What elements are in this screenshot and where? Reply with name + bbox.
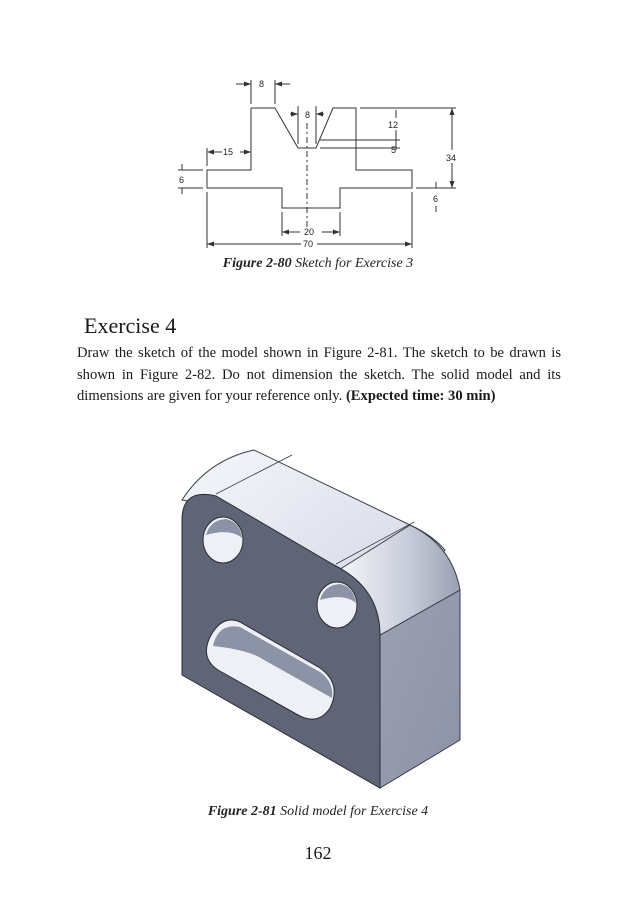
figure-2-81-caption	[0, 804, 636, 820]
page-number: 162	[304, 843, 332, 863]
exercise-paragraph	[77, 343, 561, 408]
sketch-profile	[207, 108, 412, 208]
dim-6-right: 6	[433, 194, 439, 204]
figure-2-80-label: Figure 2-80	[222, 256, 292, 271]
exercise-title: Exercise 4	[84, 313, 177, 338]
dim-20: 20	[304, 227, 315, 237]
figure-2-81-caption-text: Solid model for Exercise 4	[276, 804, 429, 819]
dim-8-inner: 8	[305, 110, 311, 120]
expected-time: (Expected time: 30 min)	[345, 388, 496, 404]
figure-2-80-caption-text: Sketch for Exercise 3	[291, 256, 414, 271]
dim-12: 12	[388, 120, 399, 130]
dim-70: 70	[303, 239, 314, 249]
solid-model-figure-2-81	[170, 440, 470, 795]
dim-8-top: 8	[259, 79, 265, 89]
figure-2-81-label: Figure 2-81	[207, 804, 277, 819]
sketch-figure-2-80	[150, 68, 480, 253]
dim-6-left: 6	[179, 175, 185, 185]
exercise-instructions: Draw the sketch of the model shown in Figure 2-81. The sketch to be drawn is shown in Figure 2-82. Do not dimension the sketch. The solid model and its dimensions are given for your reference only.	[77, 345, 561, 404]
dim-15: 15	[223, 147, 234, 157]
dim-34: 34	[446, 153, 457, 163]
dim-5: 5	[391, 145, 397, 155]
figure-2-80-caption	[0, 256, 636, 272]
